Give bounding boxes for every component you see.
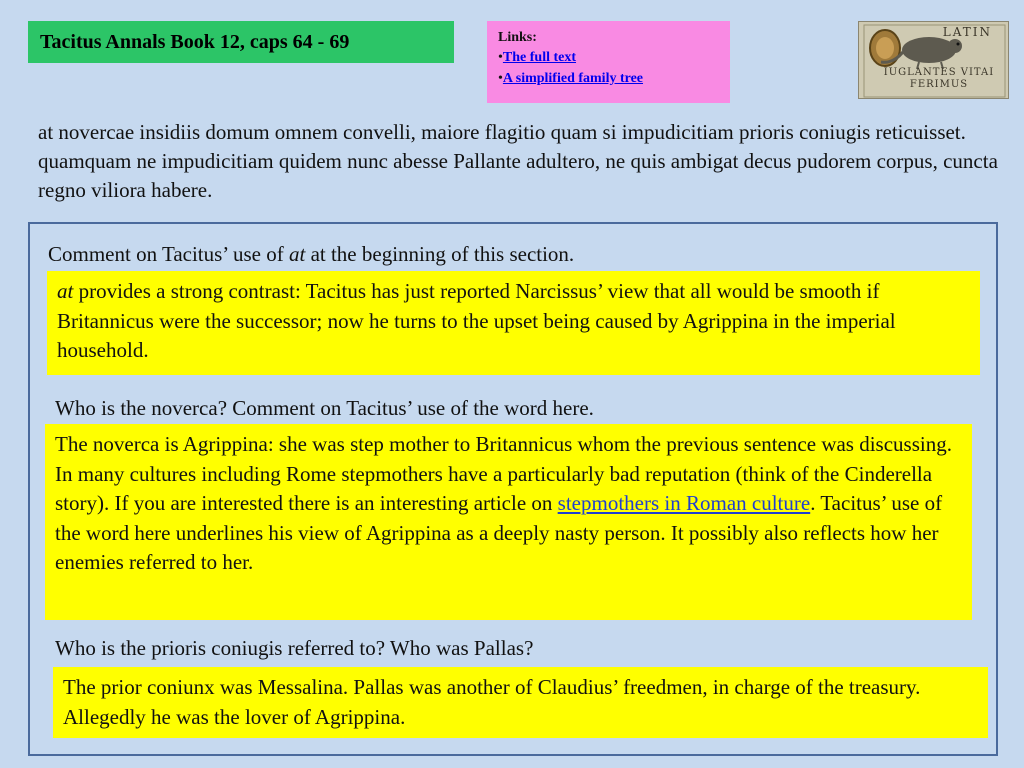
answer-2 xyxy=(45,424,972,620)
question-1-text-before: Comment on Tacitus’ use of xyxy=(48,242,289,266)
bullet: • xyxy=(498,71,503,86)
link-item-family-tree xyxy=(498,70,730,87)
answer-3: The prior coniunx was Messalina. Pallas was another of Claudius’ freedmen, in charge of the treasury. Allegedly he was the lover of Agrippina. xyxy=(53,667,988,738)
full-text-link[interactable]: The full text xyxy=(502,50,577,65)
bullet: • xyxy=(498,50,503,65)
answer-1-text: provides a strong contrast: Tacitus has just reported Narcissus’ view that all would be smooth if Britannicus were the successor; now he turns to the upset being caused by Agrippina in the imperial household. xyxy=(57,279,896,362)
link-item-full-text xyxy=(498,46,730,70)
logo-motto-line2: FERIMUS xyxy=(909,79,969,90)
question-1-text-after: at the beginning of this section. xyxy=(305,242,575,266)
stepmothers-article-link[interactable]: stepmothers in Roman culture xyxy=(557,491,811,515)
links-heading: Links: xyxy=(498,30,537,45)
answer-1 xyxy=(47,271,980,375)
answer-2-text-after: . Tacitus’ use of the word here underlines his view of Agrippina as a deeply nasty person. It possibly also reflects how her enemies referred to her. xyxy=(55,491,943,574)
latin-mosaic-logo xyxy=(858,21,1009,99)
logo-latin-text: LATIN xyxy=(942,25,992,39)
answer-2-text-before: The noverca is Agrippina: she was step mother to Britannicus whom the previous sentence was discussing. In many cultures including Rome stepmothers have a particularly bad reputation (think of the Cinderella story). If you are interested there is an interesting article on xyxy=(55,432,952,515)
question-2: Who is the noverca? Comment on Tacitus’ use of the word here. xyxy=(55,396,594,420)
logo-motto-line1: IUGLANTES VITAI xyxy=(883,67,995,78)
links-box xyxy=(487,21,730,103)
latin-passage: at novercae insidiis domum omnem convelli, maiore flagitio quam si impudicitiam prioris coniugis reticuisset. quamquam ne impudicitiam quidem nunc abesse Pallante adultero, ne quis ambigat decus pudorem corpus, cuncta regno viliora habere. xyxy=(38,120,998,202)
question-1-emphasis: at xyxy=(288,242,306,266)
question-1 xyxy=(48,240,988,268)
family-tree-link[interactable]: A simplified family tree xyxy=(502,71,644,86)
logo-motto xyxy=(879,67,999,91)
slide-title: Tacitus Annals Book 12, caps 64 - 69 xyxy=(28,21,454,63)
answer-1-emphasis: at xyxy=(57,279,74,303)
question-3: Who is the prioris coniugis referred to? Who was Pallas? xyxy=(55,636,534,660)
